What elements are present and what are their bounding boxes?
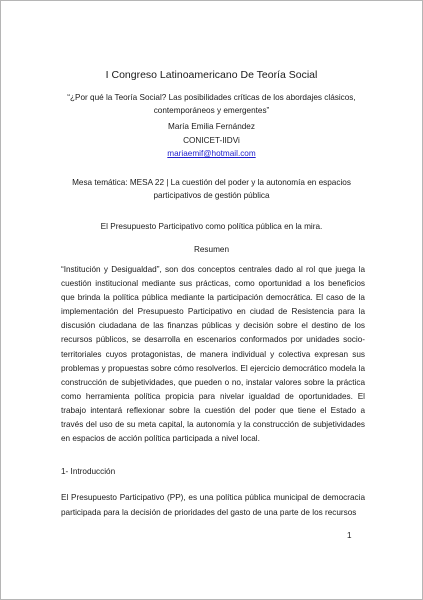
paper-title: El Presupuesto Participativo como política pública en la mira. — [100, 222, 323, 231]
author-email-link[interactable]: mariaemif@hotmail.com — [167, 149, 256, 158]
section-heading: 1- Introducción — [61, 467, 116, 476]
page-number: 1 — [347, 531, 352, 540]
congress-subtitle: “¿Por qué la Teoría Social? Las posibilidades críticas de los abordajes clásicos, contemporáneos y emergentes” — [67, 93, 356, 115]
author-name: María Emilia Fernández — [168, 122, 255, 131]
congress-title: I Congreso Latinoamericano De Teoría Social — [105, 69, 318, 81]
thematic-table: Mesa temática: MESA 22 | La cuestión del poder y la autonomía en espacios participativos de gestión pública — [72, 178, 351, 200]
abstract-body: “Institución y Desigualdad”, son dos conceptos centrales dado al rol que juega la cuestión institucional mediante sus prácticas, como oportunidad a los beneficios que brinda la política pública mediante la participación democrática. El caso de la implementación del Presupuesto Participativo en ciudad de Resistencia para la discusión ciudadana de las finanzas públicas y decisión sobre el destino de los recursos públicos, se desarrolla en escenarios conformados por unidades socio-territoriales cuyos protagonistas, de manera individual y colectiva expresan sus problemas y propuestas sobre cómo resolverlos. El ejercicio democrático modela la construcción de subjetividades, que pueden o no, instalar valores sobre la práctica como herramienta política propicia para nivelar igualdad de oportunidades. El trabajo intentará reflexionar sobre la cuestión del poder que tiene el Estado a través del uso de su meta capital, la autonomía y la construcción de subjetividades en espacios de acción política participada a nivel local. — [61, 265, 365, 444]
introduction-body: El Presupuesto Participativo (PP), es una política pública municipal de democracia participada para la decisión de prioridades del gasto de una parte de los recursos — [61, 493, 365, 517]
abstract-heading: Resumen — [193, 245, 230, 254]
author-email-line — [1, 149, 422, 158]
author-institution: CONICET-IIDVi — [183, 136, 240, 145]
